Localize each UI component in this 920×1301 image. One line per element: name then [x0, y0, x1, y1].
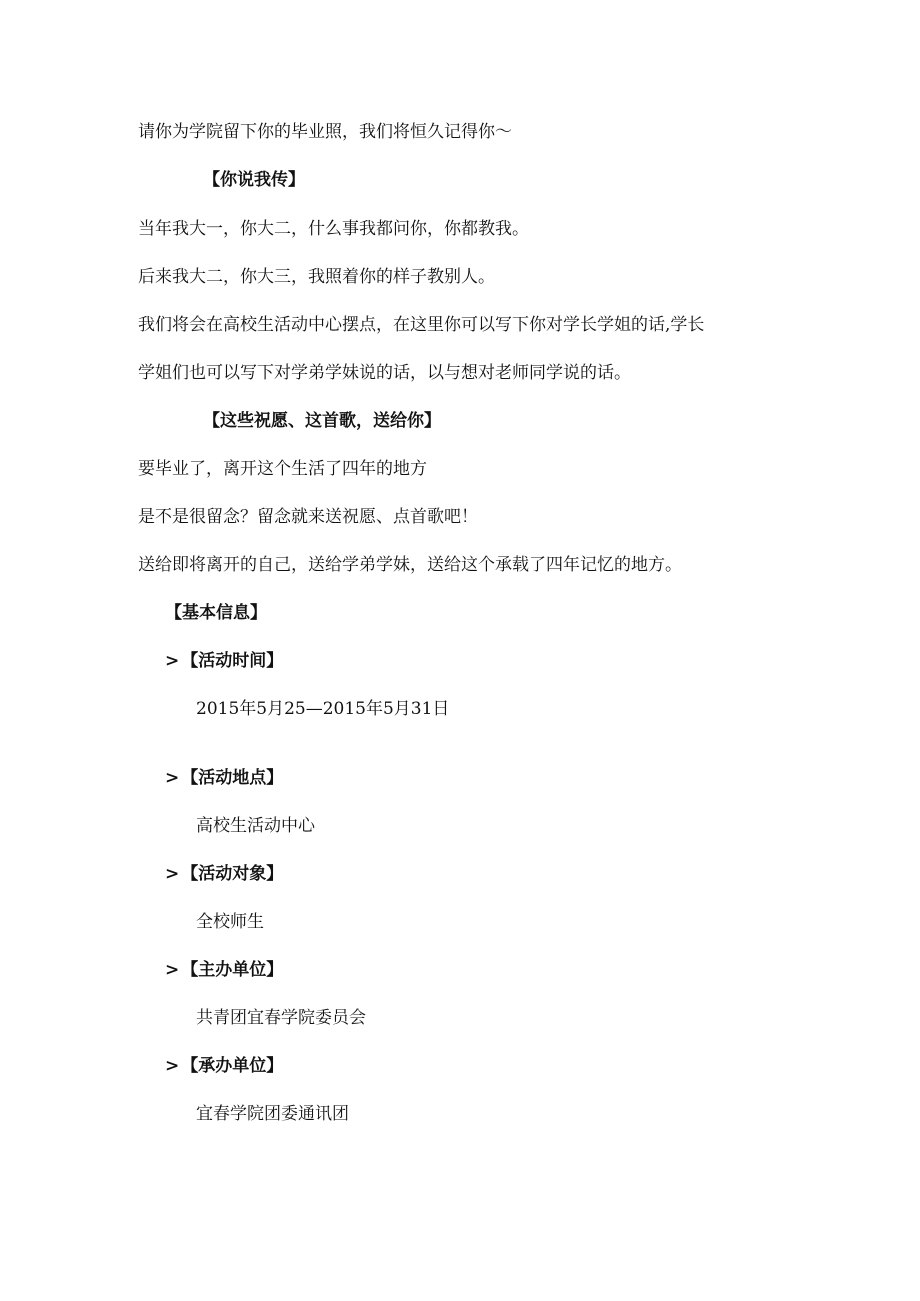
info-value-organizer: 共青团宜春学院委员会 — [196, 1008, 366, 1028]
info-label-text: 【活动对象】 — [181, 864, 284, 884]
section-heading-basic-info: 【基本信息】 — [165, 603, 267, 623]
info-label-text: 【主办单位】 — [181, 960, 284, 980]
paragraph-line: 要毕业了，离开这个生活了四年的地方 — [138, 459, 427, 479]
section-heading-ni-shuo-wo-chuan: 【你说我传】 — [203, 170, 305, 190]
info-label-co-organizer — [165, 1054, 283, 1078]
arrow-icon: > — [165, 864, 180, 884]
section-heading-zhu-yuan: 【这些祝愿、这首歌，送给你】 — [203, 411, 441, 431]
info-label-text: 【活动地点】 — [181, 768, 284, 788]
paragraph-line: 当年我大一，你大二，什么事我都问你，你都教我。 — [138, 219, 529, 239]
arrow-icon: > — [165, 1056, 180, 1076]
arrow-icon: > — [165, 960, 180, 980]
info-value-location: 高校生活动中心 — [196, 816, 315, 836]
info-value-audience: 全校师生 — [196, 912, 264, 932]
info-label-organizer — [165, 958, 283, 982]
arrow-icon: > — [165, 651, 180, 671]
info-label-audience — [165, 862, 283, 886]
paragraph-line: 后来我大二，你大三，我照着你的样子教别人。 — [138, 267, 495, 287]
info-label-location — [165, 766, 283, 790]
paragraph-line: 我们将会在高校生活动中心摆点，在这里你可以写下你对学长学姐的话,学长 — [138, 315, 705, 335]
paragraph-line: 学姐们也可以写下对学弟学妹说的话，以与想对老师同学说的话。 — [138, 363, 631, 383]
paragraph-line: 送给即将离开的自己，送给学弟学妹，送给这个承载了四年记忆的地方。 — [138, 555, 682, 575]
info-label-text: 【承办单位】 — [181, 1056, 284, 1076]
intro-text: 请你为学院留下你的毕业照，我们将恒久记得你～ — [138, 122, 512, 142]
info-value-co-organizer: 宜春学院团委通讯团 — [196, 1104, 349, 1124]
info-label-text: 【活动时间】 — [181, 651, 284, 671]
info-label-time — [165, 649, 283, 673]
paragraph-line: 是不是很留念？留念就来送祝愿、点首歌吧！ — [138, 507, 478, 527]
info-value-time: 2015年5月25—2015年5月31日 — [196, 699, 450, 719]
arrow-icon: > — [165, 768, 180, 788]
